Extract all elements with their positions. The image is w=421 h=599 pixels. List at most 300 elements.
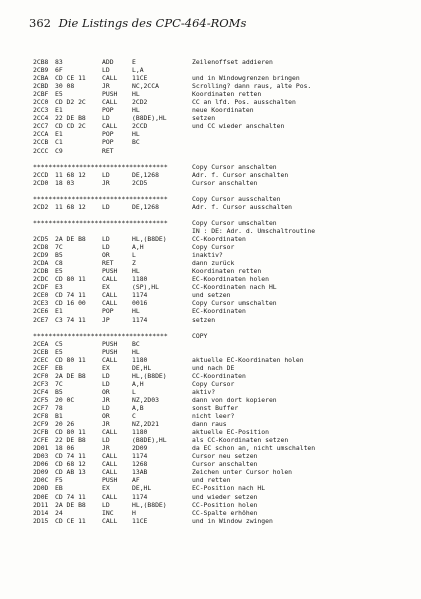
listing-line [33,74,413,82]
listing-line [33,90,413,98]
opcode-bytes: C1 [55,138,63,147]
opcode-bytes: CD AB 13 [55,468,86,477]
mnemonic: LD [102,404,110,413]
comment: Zeilenoffset addieren [192,58,273,66]
section-header [33,195,413,203]
mnemonic: LD [102,170,110,179]
opcode-bytes: CD 16 00 [55,299,86,308]
address: 2CE3 [33,299,49,308]
mnemonic: POP [102,138,114,147]
mnemonic: LD [102,371,110,380]
operand: L [132,251,136,260]
listing-line [33,98,413,106]
operand: DE,1268 [132,202,159,211]
listing-line [33,66,413,74]
opcode-bytes: E5 [55,267,63,276]
operand: 2CCD [132,122,148,131]
comment: und wieder setzen [192,492,258,501]
opcode-bytes: E3 [55,283,63,292]
listing-line [33,501,413,509]
mnemonic: CALL [102,428,118,437]
operand: Z [132,259,136,268]
operand: 1174 [132,492,148,501]
listing-line [33,316,413,324]
operand: BC [132,339,140,348]
comment: Copy Cursor [192,379,235,388]
mnemonic: CALL [102,355,118,364]
mnemonic: PUSH [102,267,118,276]
address: 2CC7 [33,122,49,131]
address: 2CFB [33,428,49,437]
separator-stars: *********************************** [33,218,168,227]
section-title: COPY [192,331,208,340]
operand: HL,(B8DE) [132,500,167,509]
mnemonic: LD [102,500,110,509]
comment: CC an lfd. Pos. ausschalten [192,98,296,107]
mnemonic: LD [102,235,110,244]
comment: CC-Koordinaten nach HL [192,283,277,292]
address: 2CD8 [33,243,49,252]
listing-line [33,114,413,122]
opcode-bytes: CD 74 11 [55,291,86,300]
operand: 13AB [132,468,148,477]
mnemonic: POP [102,106,114,115]
address: 2CC3 [33,106,49,115]
operand: C [132,412,136,421]
address: 2CCA [33,130,49,139]
opcode-bytes: 30 08 [55,82,75,91]
address: 2CF8 [33,412,49,421]
comment: aktuelle EC-Koordinaten holen [192,355,304,364]
comment: Koordinaten retten [192,90,262,99]
opcode-bytes: C9 [55,146,63,155]
comment: sonst Buffer [192,404,239,413]
comment: Copy Cursor umschalten [192,299,277,308]
address: 2D14 [33,508,49,517]
comment: Adr. f. Cursor ausschalten [192,202,293,211]
address: 2D09 [33,468,49,477]
section-title: Copy Cursor anschalten [192,162,277,171]
operand: 1180 [132,355,148,364]
comment: aktuelle EC-Position [192,428,269,437]
listing-line [33,147,413,155]
address: 2CEC [33,355,49,364]
address: 2CF4 [33,387,49,396]
address: 2CD0 [33,178,49,187]
listing-line [33,243,413,251]
opcode-bytes: 7C [55,243,63,252]
mnemonic: RET [102,146,114,155]
comment: neue Koordinaten [192,106,254,115]
comment: aktiv? [192,387,216,396]
mnemonic: CALL [102,516,118,525]
comment: Zeichen unter Cursor holen [192,468,293,477]
operand: A,H [132,243,144,252]
operand: HL [132,130,140,139]
address: 2CF7 [33,404,49,413]
page-number: 362 [29,16,51,30]
listing-line [33,517,413,525]
comment: da EC schon an, nicht umschalten [192,444,316,453]
operand: DE,HL [132,484,152,493]
comment: CC-Position holen [192,500,258,509]
operand: 1268 [132,460,148,469]
comment: EC-Position nach HL [192,484,266,493]
assembly-listing [33,58,413,525]
address: 2CBF [33,90,49,99]
listing-line [33,388,413,396]
listing-line [33,106,413,114]
operand: HL [132,267,140,276]
address: 2CEB [33,347,49,356]
listing-line [33,509,413,517]
opcode-bytes: CD 80 11 [55,355,86,364]
listing-line [33,484,413,492]
comment: CC-Koordinaten [192,371,246,380]
mnemonic: CALL [102,492,118,501]
opcode-bytes: 20 0C [55,395,75,404]
opcode-bytes: B5 [55,387,63,396]
address: 2CBD [33,82,49,91]
operand: HL [132,307,140,316]
listing-line [33,460,413,468]
comment: und setzen [192,291,231,300]
comment: und in Windowgrenzen bringen [192,74,300,83]
blank-line [33,324,413,332]
comment: Adr. f. Cursor anschalten [192,170,289,179]
operand: DE,HL [132,363,152,372]
blank-line [33,155,413,163]
comment: CC-Spalte erhöhen [192,508,258,517]
listing-line [33,428,413,436]
mnemonic: EX [102,484,110,493]
opcode-bytes: C5 [55,339,63,348]
opcode-bytes: CD 74 11 [55,492,86,501]
opcode-bytes: CD D2 2C [55,98,86,107]
address: 2CDB [33,267,49,276]
listing-line [33,58,413,66]
blank-line [33,211,413,219]
mnemonic: CALL [102,122,118,131]
separator-stars: *********************************** [33,194,168,203]
mnemonic: LD [102,66,110,75]
address: 2CC0 [33,98,49,107]
listing-line [33,122,413,130]
mnemonic: LD [102,243,110,252]
listing-line [33,364,413,372]
opcode-bytes: 18 06 [55,444,75,453]
mnemonic: INC [102,508,114,517]
listing-line [33,82,413,90]
operand: NZ,2D03 [132,395,159,404]
comment: Scrolling? dann raus, alte Pos. [192,82,312,91]
comment: EC-Koordinaten holen [192,275,269,284]
page-header [29,16,246,30]
operand: 0016 [132,299,148,308]
mnemonic: CALL [102,299,118,308]
operand: 1180 [132,275,148,284]
address: 2CE7 [33,315,49,324]
listing-line [33,452,413,460]
opcode-bytes: EB [55,484,63,493]
blank-line [33,187,413,195]
address: 2CDA [33,259,49,268]
section-header [33,219,413,227]
mnemonic: EX [102,363,110,372]
section-title: Copy Cursor ausschalten [192,194,281,203]
mnemonic: JR [102,395,110,404]
address: 2CD5 [33,235,49,244]
listing-line [33,340,413,348]
address: 2CB8 [33,58,49,66]
comment: dann von dort kopieren [192,395,277,404]
page-title: Die Listings des CPC-464-ROMs [58,16,247,30]
address: 2CF5 [33,395,49,404]
comment: Cursor neu setzen [192,452,258,461]
comment: und in Window zwingen [192,516,273,525]
opcode-bytes: 78 [55,404,63,413]
address: 2D15 [33,516,49,525]
section-title: Copy Cursor umschalten [192,218,277,227]
opcode-bytes: 6F [55,66,63,75]
operand: 11CE [132,74,148,83]
address: 2D0E [33,492,49,501]
mnemonic: ADD [102,58,114,66]
opcode-bytes: 20 26 [55,420,75,429]
opcode-bytes: 22 DE B8 [55,114,86,123]
comment: IN : DE: Adr. d. Umschaltroutine [192,226,316,235]
mnemonic: JP [102,315,110,324]
operand: L [132,387,136,396]
address: 2D0D [33,484,49,493]
operand: 2CD5 [132,178,148,187]
opcode-bytes: 11 68 12 [55,202,86,211]
comment: als CC-Koordinaten setzen [192,436,289,445]
mnemonic: POP [102,307,114,316]
listing-line [33,291,413,299]
operand: 1180 [132,428,148,437]
listing-line [33,267,413,275]
operand: (SP),HL [132,283,159,292]
opcode-bytes: 2A DE B8 [55,235,86,244]
operand: H [132,508,136,517]
mnemonic: CALL [102,468,118,477]
address: 2CF9 [33,420,49,429]
mnemonic: PUSH [102,339,118,348]
operand: HL [132,106,140,115]
opcode-bytes: E1 [55,307,63,316]
operand: 2CD2 [132,98,148,107]
address: 2D11 [33,500,49,509]
listing-line [33,227,413,235]
address: 2CD9 [33,251,49,260]
mnemonic: JR [102,82,110,91]
listing-line [33,307,413,315]
address: 2CCB [33,138,49,147]
separator-stars: *********************************** [33,331,168,340]
opcode-bytes: C3 74 11 [55,315,86,324]
listing-line [33,444,413,452]
opcode-bytes: 2A DE B8 [55,500,86,509]
comment: Copy Cursor [192,243,235,252]
operand: HL,(B8DE) [132,371,167,380]
address: 2CCC [33,146,49,155]
separator-stars: *********************************** [33,162,168,171]
address: 2CFE [33,436,49,445]
opcode-bytes: B5 [55,251,63,260]
listing-line [33,259,413,267]
operand: 2D09 [132,444,148,453]
comment: CC-Koordinaten [192,235,246,244]
listing-line [33,130,413,138]
listing-line [33,251,413,259]
mnemonic: CALL [102,275,118,284]
opcode-bytes: E1 [55,130,63,139]
opcode-bytes: E5 [55,90,63,99]
mnemonic: LD [102,202,110,211]
section-header [33,163,413,171]
opcode-bytes: F5 [55,476,63,485]
opcode-bytes: CD CD 2C [55,122,86,131]
mnemonic: PUSH [102,90,118,99]
address: 2CDF [33,283,49,292]
comment: Cursor anschalten [192,178,258,187]
address: 2CBA [33,74,49,83]
opcode-bytes: 83 [55,58,63,66]
comment: setzen [192,114,216,123]
address: 2CC4 [33,114,49,123]
listing-line [33,380,413,388]
comment: und nach DE [192,363,235,372]
listing-line [33,493,413,501]
opcode-bytes: CD 74 11 [55,452,86,461]
mnemonic: CALL [102,98,118,107]
mnemonic: PUSH [102,476,118,485]
operand: NZ,2D21 [132,420,159,429]
mnemonic: POP [102,130,114,139]
opcode-bytes: CD 80 11 [55,275,86,284]
opcode-bytes: E5 [55,347,63,356]
opcode-bytes: 18 03 [55,178,75,187]
opcode-bytes: CD 68 12 [55,460,86,469]
listing-line [33,476,413,484]
listing-line [33,404,413,412]
comment: Cursor anschalten [192,460,258,469]
mnemonic: CALL [102,74,118,83]
listing-line [33,235,413,243]
address: 2CF0 [33,371,49,380]
comment: setzen [192,315,216,324]
address: 2CB9 [33,66,49,75]
operand: 11CE [132,516,148,525]
mnemonic: JR [102,178,110,187]
listing-line [33,179,413,187]
mnemonic: CALL [102,291,118,300]
operand: DE,1268 [132,170,159,179]
address: 2D06 [33,460,49,469]
operand: HL [132,90,140,99]
address: 2CD2 [33,202,49,211]
comment: und CC wieder anschalten [192,122,285,131]
listing-line [33,356,413,364]
listing-line [33,299,413,307]
opcode-bytes: E1 [55,106,63,115]
mnemonic: CALL [102,452,118,461]
opcode-bytes: 2A DE B8 [55,371,86,380]
listing-line [33,348,413,356]
operand: NC,2CCA [132,82,159,91]
comment: nicht leer? [192,412,235,421]
operand: BC [132,138,140,147]
section-header [33,332,413,340]
listing-line [33,468,413,476]
address: 2D01 [33,444,49,453]
opcode-bytes: 7C [55,379,63,388]
comment: EC-Koordinaten [192,307,246,316]
operand: 1174 [132,315,148,324]
address: 2CCD [33,170,49,179]
address: 2CEF [33,363,49,372]
operand: A,H [132,379,144,388]
operand: (B8DE),HL [132,436,167,445]
mnemonic: OR [102,412,110,421]
operand: (B8DE),HL [132,114,167,123]
comment: und retten [192,476,231,485]
comment: dann raus [192,420,227,429]
operand: L,A [132,66,144,75]
operand: HL [132,347,140,356]
comment: dann zurück [192,259,235,268]
operand: E [132,58,136,66]
address: 2CE6 [33,307,49,316]
opcode-bytes: CD CE 11 [55,74,86,83]
listing-line [33,436,413,444]
address: 2D0C [33,476,49,485]
address: 2D03 [33,452,49,461]
listing-line [33,171,413,179]
listing-line [33,420,413,428]
mnemonic: LD [102,114,110,123]
listing-line [33,203,413,211]
mnemonic: PUSH [102,347,118,356]
listing-line [33,412,413,420]
mnemonic: OR [102,387,110,396]
opcode-bytes: 22 DE B8 [55,436,86,445]
operand: 1174 [132,452,148,461]
operand: AF [132,476,140,485]
mnemonic: OR [102,251,110,260]
listing-line [33,138,413,146]
opcode-bytes: CD 80 11 [55,428,86,437]
opcode-bytes: B1 [55,412,63,421]
opcode-bytes: EB [55,363,63,372]
mnemonic: JR [102,420,110,429]
comment: inaktiv? [192,251,223,260]
comment: Koordinaten retten [192,267,262,276]
listing-line [33,372,413,380]
mnemonic: EX [102,283,110,292]
address: 2CEA [33,339,49,348]
operand: A,B [132,404,144,413]
mnemonic: LD [102,379,110,388]
address: 2CE0 [33,291,49,300]
listing-line [33,275,413,283]
mnemonic: RET [102,259,114,268]
opcode-bytes: CD CE 11 [55,516,86,525]
listing-line [33,283,413,291]
operand: HL,(B8DE) [132,235,167,244]
opcode-bytes: 24 [55,508,63,517]
